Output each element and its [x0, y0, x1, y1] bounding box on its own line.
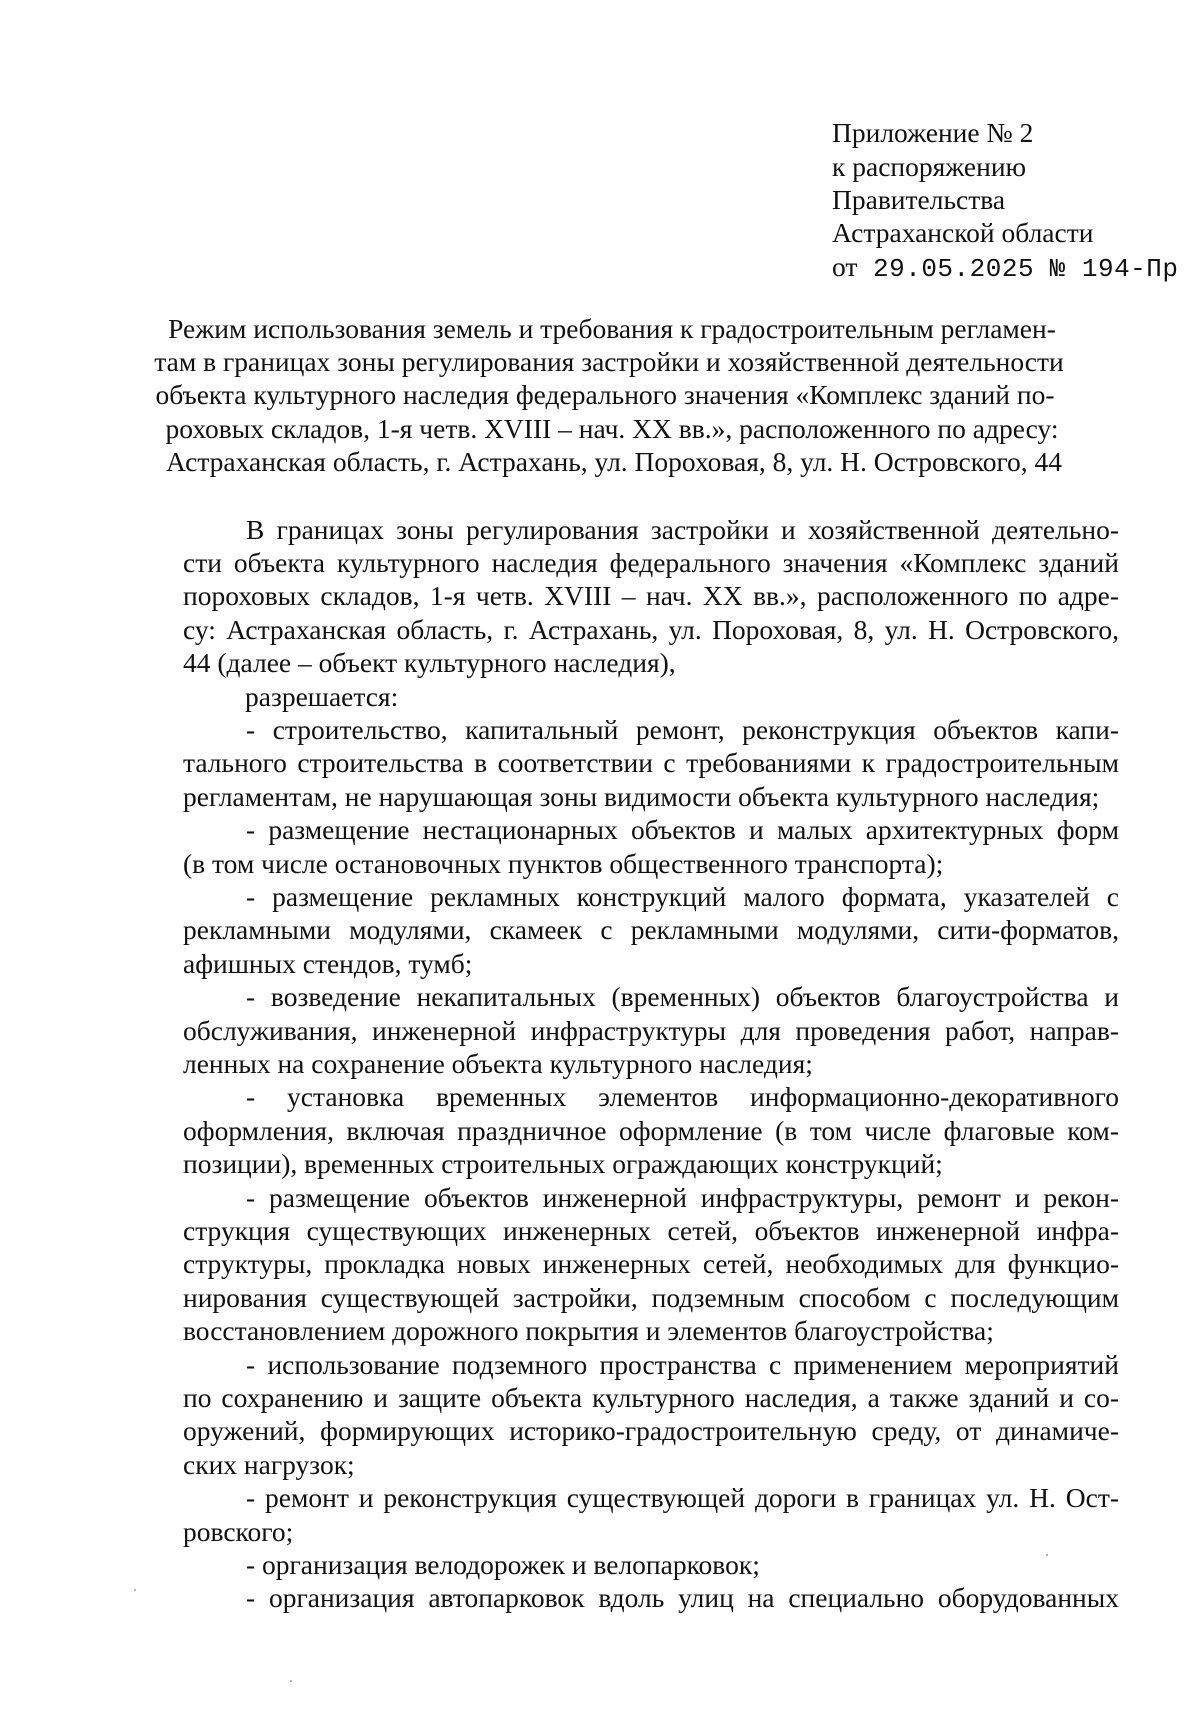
intro-line: сти объекта культурного наследия федерального значения «Комплекс зданий [183, 547, 1119, 578]
list-item-line: нирования существующей застройки, подземным способом с последующим [183, 1282, 1119, 1313]
list-item-line: (в том числе остановочных пунктов общественного транспорта); [183, 848, 944, 879]
attachment-to-order: к распоряжению [832, 151, 1027, 182]
list-item-line: рекламными модулями, скамеек с рекламными модулями, сити-форматов, [183, 914, 1119, 945]
intro-line: В границах зоны регулирования застройки и хозяйственной деятельно- [246, 514, 1119, 545]
intro-line: 44 (далее – объект культурного наследия), [183, 647, 676, 678]
scan-speck [290, 1680, 292, 1682]
list-item-line: - размещение рекламных конструкций малого формата, указателей с [246, 881, 1119, 912]
list-item-line: восстановлением дорожного покрытия и элементов благоустройства; [183, 1315, 994, 1346]
list-item-line: афишных стендов, тумб; [183, 948, 473, 979]
list-item-line: оружений, формирующих историко-градостроительную среду, от динамиче- [183, 1415, 1119, 1446]
list-item-line: ских нагрузок; [183, 1449, 355, 1480]
intro-line: пороховых складов, 1-я четв. XVIII – нач. XX вв.», расположенного по адре- [183, 580, 1119, 611]
list-item-line: - размещение нестационарных объектов и малых архитектурных форм [246, 814, 1119, 845]
list-item-line: позиции), временных строительных ограждающих конструкций; [183, 1148, 943, 1179]
allowed-label: разрешается: [245, 681, 399, 712]
list-item-line: - ремонт и реконструкция существующей дороги в границах ул. Н. Ост- [246, 1482, 1119, 1513]
order-date: 29.05.2025 [873, 254, 1035, 284]
list-item-line: по сохранению и защите объекта культурного наследия, а также зданий и со- [183, 1382, 1119, 1413]
list-item-line: ленных на сохранение объекта культурного наследия; [183, 1048, 813, 1079]
intro-line: су: Астраханская область, г. Астрахань, ул. Пороховая, 8, ул. Н. Островского, [183, 614, 1119, 645]
attachment-title: Приложение № 2 [832, 117, 1034, 148]
list-item-line: - использование подземного пространства с применением мероприятий [246, 1349, 1119, 1380]
title-line: там в границах зоны регулирования застройки и хозяйственной деятельности [154, 346, 1064, 377]
list-item-line: структуры, прокладка новых инженерных сетей, необходимых для функцио- [183, 1248, 1119, 1279]
list-item-line: оформления, включая праздничное оформление (в том числе флаговые ком- [183, 1115, 1119, 1146]
scan-speck [134, 1589, 136, 1591]
title-line: Астраханская область, г. Астрахань, ул. Пороховая, 8, ул. Н. Островского, 44 [165, 446, 1063, 477]
date-prefix: от [832, 251, 858, 282]
scan-speck [1046, 1554, 1048, 1556]
title-line: роховых складов, 1-я четв. XVIII – нач. XX вв.», расположенного по адресу: [165, 413, 1059, 444]
list-item-line: струкция существующих инженерных сетей, объектов инженерной инфра- [183, 1215, 1119, 1246]
attachment-region: Астраханской области [832, 217, 1094, 248]
attachment-government: Правительства [832, 184, 1006, 215]
list-item-line: - организация автопарковок вдоль улиц на специально оборудованных [246, 1582, 1119, 1613]
list-item-line: - установка временных элементов информационно-декоративного [246, 1081, 1119, 1112]
order-number: № 194-Пр [1049, 254, 1179, 284]
title-line: Режим использования земель и требования к градостроительным регламен- [168, 313, 1056, 344]
list-item-line: обслуживания, инженерной инфраструктуры для проведения работ, направ- [183, 1015, 1119, 1046]
list-item-line: ровского; [183, 1516, 294, 1547]
list-item-line: регламентам, не нарушающая зоны видимости объекта культурного наследия; [183, 781, 1100, 812]
list-item-line: - возведение некапитальных (временных) объектов благоустройства и [246, 981, 1119, 1012]
attachment-date-number [832, 251, 1178, 285]
list-item-line: - строительство, капитальный ремонт, реконструкция объектов капи- [246, 714, 1119, 745]
list-item-line: тального строительства в соответствии с требованиями к градостроительным [183, 747, 1119, 778]
list-item-line: - организация велодорожек и велопарковок; [246, 1549, 760, 1580]
list-item-line: - размещение объектов инженерной инфраструктуры, ремонт и рекон- [246, 1182, 1119, 1213]
title-line: объекта культурного наследия федерального значения «Комплекс зданий по- [155, 379, 1055, 410]
